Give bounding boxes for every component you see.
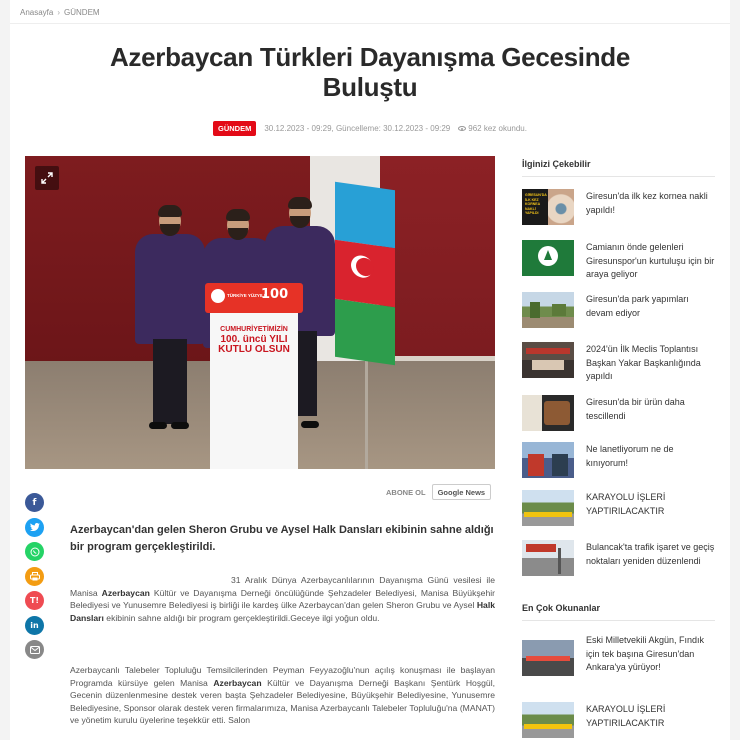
- sidebar-divider: [522, 620, 715, 621]
- whatsapp-icon[interactable]: [25, 542, 44, 561]
- article-lead: Azerbaycan'dan gelen Sheron Grubu ve Aysel Halk Dansları ekibinin sahne aldığı bir program gerçekleştirildi.: [70, 524, 494, 553]
- sidebar-thumb: [522, 540, 574, 576]
- sidebar-thumb: [522, 702, 574, 738]
- article-date: 30.12.2023 - 09:29, Güncelleme: 30.12.2023 - 09:29: [264, 124, 451, 133]
- sidebar-item[interactable]: [522, 240, 715, 282]
- view-count: [458, 124, 527, 133]
- breadcrumb: [20, 8, 100, 17]
- article-paragraph-2: Azerbaycanlı Talebeler Topluluğu Temsilcilerinden Peyman Feyyazoğlu'nun açılış konuşması ile başlayan Programda kürsüye gelen Manisa Azerbaycan Kültür ve Dayanışma Derneği Başkanı Şentürk Hoşgül, Gecenin düzenlenmesine destek veren başta Şehzadeler Belediyesine, Büyükşehir Belediyesine, Yunusemre Belediyesine, Sponsor olarak destek veren firmalarımıza, Manisa Azerbaycanlı Talebeler Topluluğu'na (MANAT) ve yönetim kurulu üyelerine teşekkür etti. Salon: [70, 665, 495, 726]
- photo-curtain-right: [380, 156, 495, 356]
- sidebar-item[interactable]: [522, 442, 715, 478]
- sidebar-item[interactable]: [522, 490, 715, 526]
- breadcrumb-divider: [10, 23, 730, 24]
- podium-text: [212, 325, 296, 355]
- sidebar-item-title: KARAYOLU İŞLERİ YAPTIRILACAKTIR: [586, 492, 666, 516]
- sidebar-item[interactable]: [522, 540, 715, 576]
- title-line-1: Azerbaycan Türkleri Dayanışma Gecesinde: [109, 42, 631, 72]
- podium-logo-text: TÜRKİYE YÜZYILI: [227, 293, 266, 298]
- sidebar-item[interactable]: [522, 292, 715, 328]
- twitter-icon[interactable]: [25, 518, 44, 537]
- article-paragraph-1: 31 Aralık Dünya Azerbaycanlılarının Dayanışma Günü vesilesi ile Manisa Azerbaycan Kültür ve Dayanışma Derneği öncülüğünde Şehzadeler Belediyesi, Manisa Büyükşehir Belediyesi ve Yunusemre Belediyesi iş birliği ile kardeş ülke Azerbaycan'dan gelen Sheron Grubu ve Aysel Halk Dansları ekibinin sahne aldığı bir program gerçekleştirildi.Geceye ilgi yoğun oldu.: [70, 575, 495, 623]
- eye-icon: [458, 126, 466, 131]
- sidebar-thumb: [522, 395, 574, 431]
- print-icon[interactable]: [25, 567, 44, 586]
- sidebar-item-title: Eski Milletvekili Akgün, Fındık için tek başına Giresun'dan Ankara'ya yürüyor!: [586, 635, 705, 672]
- view-count-text: 962 kez okundu.: [468, 124, 527, 133]
- linkedin-icon[interactable]: in: [25, 616, 44, 635]
- article-title: [70, 42, 670, 102]
- breadcrumb-home[interactable]: Anasayfa: [20, 8, 54, 17]
- podium-line-2: 100. üncü YILI: [220, 334, 288, 345]
- expand-icon[interactable]: [35, 166, 59, 190]
- sidebar-item-title: Giresun'da park yapımları devam ediyor: [586, 294, 689, 318]
- sidebar-item-title: Giresun'da ilk kez kornea nakli yapıldı!: [586, 191, 708, 215]
- sidebar-thumb: [522, 490, 574, 526]
- sidebar-item-title: Giresun'da bir ürün daha tescillendi: [586, 397, 685, 421]
- sidebar-item-title: Bulancak'ta trafik işaret ve geçiş noktaları yeniden düzenlendi: [586, 542, 715, 566]
- podium-line-1: CUMHURİYETİMİZİN: [220, 326, 288, 333]
- google-news-text: Google News: [437, 487, 486, 497]
- sidebar-item[interactable]: [522, 395, 715, 431]
- sidebar-thumb: [522, 240, 574, 276]
- instapaper-icon[interactable]: T!: [25, 591, 44, 610]
- sidebar-thumb: [522, 442, 574, 478]
- page: [10, 0, 730, 740]
- sidebar-item[interactable]: [522, 633, 715, 676]
- sidebar-item[interactable]: [522, 189, 715, 225]
- azerbaijan-flag: [335, 182, 395, 365]
- share-bar: [25, 493, 45, 665]
- podium-line-3: KUTLU OLSUN: [218, 344, 290, 355]
- podium-banner: [205, 283, 303, 313]
- facebook-icon[interactable]: f: [25, 493, 44, 512]
- sidebar-item-title: Ne lanetliyorum ne de kınıyorum!: [586, 444, 674, 468]
- sidebar-heading-interest: İlginizi Çekebilir: [522, 159, 591, 169]
- sidebar-item-title: KARAYOLU İŞLERİ YAPTIRILACAKTIR: [586, 704, 666, 728]
- turkiye-logo-icon: [211, 289, 225, 303]
- breadcrumb-chevron-icon: ›: [57, 8, 61, 17]
- follow-label: ABONE OL: [386, 487, 426, 497]
- sidebar-thumb: [522, 292, 574, 328]
- breadcrumb-current[interactable]: GÜNDEM: [64, 8, 100, 17]
- sidebar-thumb: [522, 640, 574, 676]
- podium: [210, 287, 298, 469]
- podium-logo-100: 100: [261, 287, 289, 302]
- sidebar-heading-popular: En Çok Okunanlar: [522, 603, 601, 613]
- sidebar-thumb: GİRESUN'DA İLK KEZ KORNEA NAKLİ YAPILDI: [522, 189, 574, 225]
- title-line-2: Buluştu: [322, 72, 418, 102]
- article-photo[interactable]: [25, 156, 495, 469]
- sidebar-item-title: 2024'ün İlk Meclis Toplantısı Başkan Yakar Başkanlığında yapıldı: [586, 344, 701, 381]
- google-news-button[interactable]: [432, 484, 492, 500]
- sidebar-divider: [522, 176, 715, 177]
- sidebar-item[interactable]: [522, 702, 715, 738]
- follow-box: [386, 484, 491, 500]
- sidebar-item[interactable]: [522, 342, 715, 384]
- sidebar-item-title: Camianın önde gelenleri Giresunspor'un kurtuluşu için bir araya geliyor: [586, 242, 715, 279]
- email-icon[interactable]: [25, 640, 44, 659]
- article-meta: [10, 121, 730, 136]
- sidebar-thumb: [522, 342, 574, 378]
- category-badge[interactable]: GÜNDEM: [213, 121, 256, 136]
